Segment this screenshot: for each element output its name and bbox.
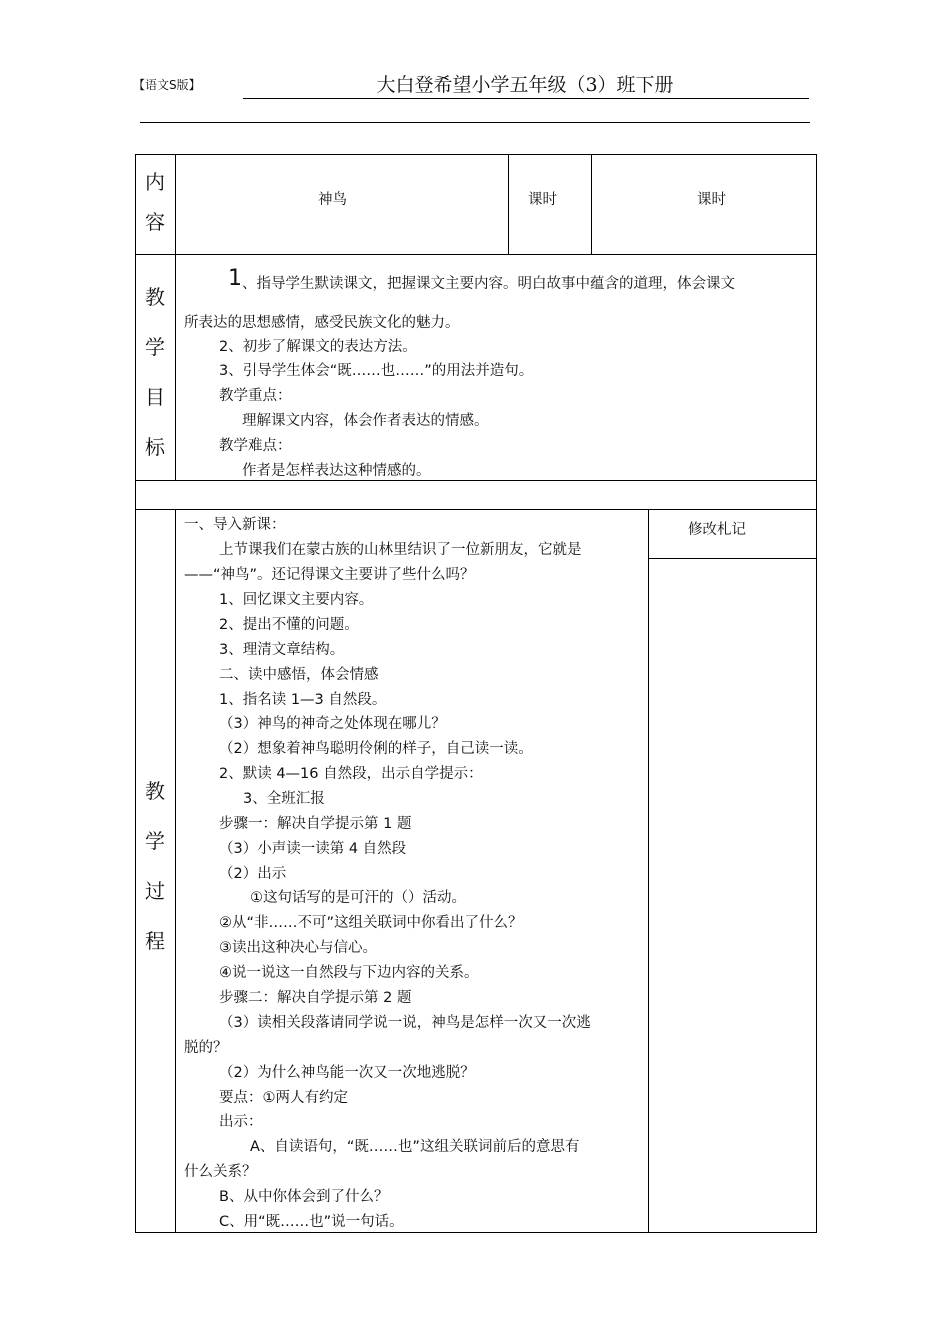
- goal-1-text: 、指导学生默读课文，把握课文主要内容。明白故事中蕴含的道理，体会课文: [242, 276, 735, 292]
- process-line: （2）想象着神鸟聪明伶俐的样子，自己读一读。: [219, 741, 533, 757]
- process-line: 1、指名读 1—3 自然段。: [219, 692, 387, 708]
- process-line: 出示：: [219, 1114, 263, 1130]
- process-label: 教 学 过 程: [145, 779, 165, 953]
- difficulty-text: 作者是怎样表达这种情感的。: [242, 463, 431, 479]
- key-points-text: 理解课文内容，体会作者表达的情感。: [242, 413, 489, 429]
- page-header-title: 大白登希望小学五年级（3）班下册: [376, 74, 674, 96]
- process-line: （2）为什么神鸟能一次又一次地逃脱？: [219, 1065, 475, 1081]
- process-line: 3、全班汇报: [243, 791, 325, 807]
- key-points-label: 教学重点：: [219, 388, 292, 404]
- content-label: 内 容: [145, 170, 165, 234]
- revision-notes-label: 修改札记: [688, 522, 746, 538]
- process-line: 步骤一：解决自学提示第 1 题: [219, 816, 412, 832]
- difficulty-label: 教学难点：: [219, 438, 292, 454]
- process-line: 二、读中感悟，体会情感: [219, 667, 379, 683]
- goals-label: 教 学 目 标: [145, 285, 165, 459]
- header-rule: [243, 98, 809, 99]
- process-line: C、用“既……也”说一句话。: [219, 1214, 404, 1230]
- process-line: 什么关系？: [184, 1164, 257, 1180]
- process-line: 步骤二：解决自学提示第 2 题: [219, 990, 412, 1006]
- process-line: 2、默读 4—16 自然段，出示自学提示：: [219, 766, 483, 782]
- process-line: ③读出这种决心与信心。: [219, 940, 377, 956]
- goal-3-text: 3、引导学生体会“既……也……”的用法并造句。: [219, 363, 534, 379]
- lesson-title: 神鸟: [318, 192, 347, 208]
- process-line: 上节课我们在蒙古族的山林里结识了一位新朋友，它就是: [219, 542, 582, 558]
- process-line: （2）出示: [219, 866, 287, 882]
- goal-1-number: 1: [228, 266, 242, 291]
- process-line: A、自读语句，“既……也”这组关联词前后的意思有: [250, 1139, 580, 1155]
- process-line: （3）神鸟的神奇之处体现在哪儿？: [219, 716, 446, 732]
- process-line: 脱的？: [184, 1040, 228, 1056]
- process-line: 3、理清文章结构。: [219, 642, 345, 658]
- header-rule-secondary: [140, 122, 810, 123]
- process-line: 一、导入新课：: [184, 517, 286, 533]
- process-line: ④说一说这一自然段与下边内容的关系。: [219, 965, 479, 981]
- process-line: 2、提出不懂的问题。: [219, 617, 359, 633]
- process-line: ②从“非……不可”这组关联词中你看出了什么？: [219, 915, 523, 931]
- process-line: 要点：①两人有约定: [219, 1090, 348, 1106]
- period-value: 课时: [697, 192, 726, 208]
- period-label: 课时: [528, 192, 557, 208]
- goal-1-continued: 所表达的思想感情，感受民族文化的魅力。: [184, 315, 460, 331]
- process-line: （3）读相关段落请同学说一说，神鸟是怎样一次又一次逃: [219, 1015, 591, 1031]
- process-line: 1、回忆课文主要内容。: [219, 592, 374, 608]
- process-line: ①这句话写的是可汗的（）活动。: [250, 890, 466, 906]
- process-line: B、从中你体会到了什么？: [219, 1189, 389, 1205]
- process-line: （3）小声读一读第 4 自然段: [219, 841, 407, 857]
- edition-label: 【语文S版】: [133, 78, 201, 92]
- process-line: ——“神鸟”。还记得课文主要讲了些什么吗？: [184, 567, 475, 583]
- goal-2-text: 2、初步了解课文的表达方法。: [219, 339, 417, 355]
